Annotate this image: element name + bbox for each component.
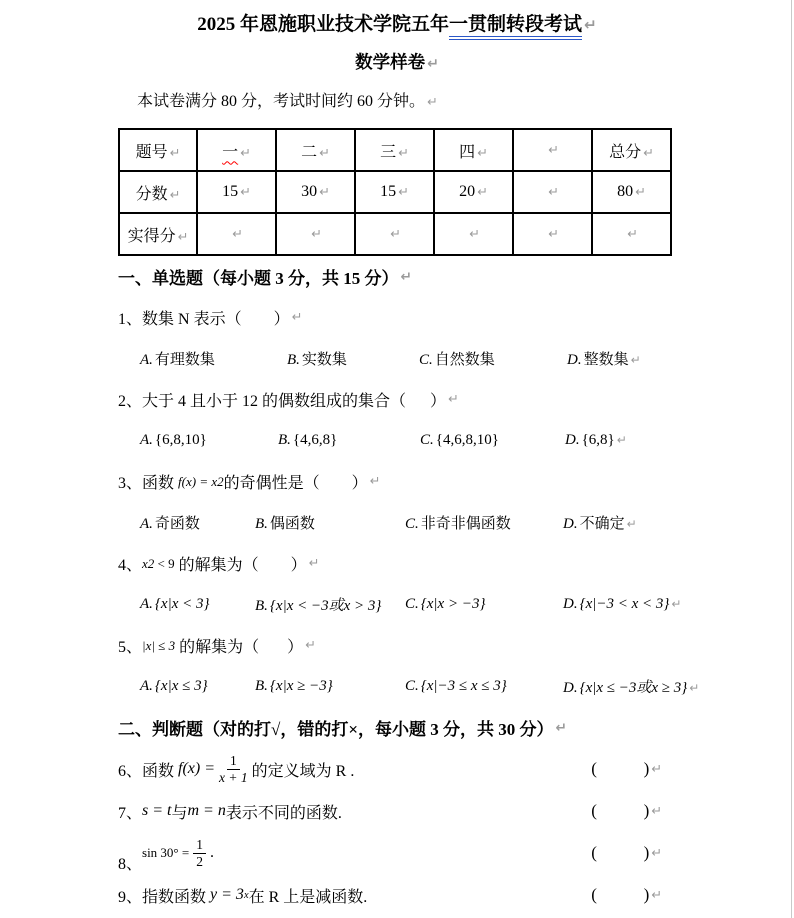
option-letter: B.	[287, 352, 300, 368]
question-6	[118, 748, 662, 790]
cell-row-header	[119, 171, 197, 213]
question-col-label: 三	[380, 143, 397, 161]
cell-earned	[197, 213, 276, 255]
option-a	[140, 512, 255, 533]
paragraph-mark-icon: ↵	[651, 845, 662, 861]
option-b	[255, 512, 405, 533]
cell-mark-icon: ↵	[169, 145, 181, 161]
cell-score	[276, 171, 355, 213]
option-letter: A.	[140, 352, 153, 368]
cell-mark-icon: ↵	[319, 185, 330, 200]
cell-earned	[513, 213, 592, 255]
cell-question-col	[355, 129, 434, 171]
option-text: {x|x ≥ −3}	[269, 678, 333, 694]
answer-close-paren: )	[643, 801, 650, 820]
option-a	[140, 432, 278, 449]
question-text: 与	[171, 804, 188, 822]
math-expression: sin 30° =	[142, 845, 190, 860]
option-letter: A.	[140, 678, 153, 694]
cell-score	[197, 171, 276, 213]
option-d	[567, 348, 794, 369]
paragraph-mark-icon: ↵	[626, 517, 637, 531]
cell-mark-icon: ↵	[643, 145, 654, 161]
math-expression: f(x) =	[178, 760, 216, 777]
paragraph-mark-icon: ↵	[427, 56, 439, 72]
question-number: 1、	[118, 311, 143, 328]
question-number: 6、	[118, 762, 143, 780]
exam-subtitle-text: 数学样卷	[355, 52, 426, 72]
question-3-options	[140, 502, 794, 543]
option-b	[287, 348, 419, 369]
option-text: {6,8,10}	[154, 432, 207, 448]
question-text: 数集 N 表示（ ）	[142, 311, 290, 328]
option-letter: A.	[140, 516, 153, 532]
option-letter: C.	[405, 596, 419, 612]
cell-mark-icon: ↵	[548, 143, 559, 158]
paragraph-mark-icon: ↵	[584, 16, 597, 34]
question-text: 的奇偶性是（ ）	[223, 475, 368, 492]
exam-intro-text: 本试卷满分 80 分，考试时间约 60 分钟。	[137, 93, 426, 110]
row-header-label: 分数	[135, 185, 168, 203]
table-row-earned	[119, 213, 671, 255]
exam-subtitle	[0, 48, 794, 78]
cell-mark-icon: ↵	[232, 227, 243, 242]
option-text: 奇函数	[154, 516, 200, 532]
answer-blank	[591, 885, 649, 905]
question-1	[118, 297, 794, 338]
fraction-numerator: 1	[193, 837, 206, 854]
question-number: 8、	[118, 855, 143, 873]
option-d	[563, 512, 794, 533]
fraction-denominator: x + 1	[219, 769, 248, 785]
section-2-heading	[118, 707, 794, 748]
answer-open-paren: (	[591, 801, 597, 820]
question-9	[118, 874, 662, 916]
cell-mark-icon: ↵	[548, 227, 559, 242]
section-2-heading-text: 二、判断题（对的打√，错的打×，每小题 3 分，共 30 分）	[118, 720, 554, 739]
section-1-heading	[118, 256, 794, 297]
question-text: 的解集为（ ）	[179, 639, 304, 656]
paragraph-mark-icon: ↵	[308, 556, 320, 571]
score-value: 20	[459, 183, 476, 200]
exam-title-underlined-text: 一贯制转段考试	[449, 14, 582, 40]
exam-title-text: 2025 年恩施职业技术学院五年	[197, 14, 449, 35]
option-letter: B.	[255, 516, 268, 532]
cell-mark-icon: ↵	[311, 227, 322, 242]
option-text: {4,6,8,10}	[435, 432, 499, 448]
math-superscript: x	[243, 889, 249, 901]
paragraph-mark-icon: ↵	[305, 638, 316, 653]
option-c	[405, 678, 563, 695]
option-b	[255, 594, 405, 615]
question-3	[118, 461, 794, 502]
paragraph-mark-icon: ↵	[291, 310, 303, 325]
option-b	[278, 432, 420, 449]
answer-open-paren: (	[591, 885, 597, 904]
option-text: 整数集	[583, 352, 629, 368]
question-2	[118, 379, 794, 420]
question-4-options	[140, 584, 794, 625]
cell-mark-icon: ↵	[390, 227, 401, 242]
paragraph-mark-icon: ↵	[651, 761, 662, 777]
question-text: 指数函数	[142, 888, 207, 906]
question-2-options	[140, 420, 794, 461]
paragraph-mark-icon: ↵	[448, 392, 459, 407]
paragraph-mark-icon: ↵	[689, 681, 700, 695]
option-letter: C.	[420, 432, 434, 448]
option-text: 自然数集	[434, 352, 495, 368]
question-number: 7、	[118, 804, 143, 822]
option-text: 偶函数	[269, 516, 315, 532]
option-text: {x|x < 3}	[154, 596, 210, 612]
score-value: 15	[380, 183, 397, 200]
answer-blank	[591, 759, 649, 779]
score-value: 15	[222, 183, 239, 200]
option-text: 实数集	[301, 352, 347, 368]
question-number: 4、	[118, 557, 143, 574]
math-expression: |x| ≤ 3	[142, 637, 176, 653]
option-b	[255, 678, 405, 695]
cell-question-col	[276, 129, 355, 171]
question-7	[118, 790, 662, 832]
cell-mark-icon: ↵	[177, 229, 189, 245]
answer-blank	[591, 843, 649, 863]
option-text: 有理数集	[154, 352, 215, 368]
cell-question-col	[197, 129, 276, 171]
option-letter: D.	[565, 432, 580, 448]
exam-title	[0, 0, 794, 40]
row-header-label: 实得分	[127, 227, 176, 245]
cell-mark-icon: ↵	[398, 145, 409, 161]
paragraph-mark-icon: ↵	[555, 719, 567, 736]
cell-mark-icon: ↵	[398, 185, 409, 200]
question-col-label: 二	[301, 143, 318, 161]
option-letter: C.	[419, 352, 433, 368]
math-expression: x	[142, 555, 148, 571]
option-a	[140, 678, 255, 695]
question-5	[118, 625, 794, 666]
option-c	[405, 512, 563, 533]
option-c	[419, 348, 567, 369]
option-letter: D.	[563, 680, 578, 696]
math-expression: y = 3	[210, 886, 244, 903]
question-col-label: 四	[459, 143, 476, 161]
question-col-label: 一	[222, 143, 239, 161]
option-a	[140, 348, 287, 369]
cell-earned	[434, 213, 513, 255]
cell-row-header	[119, 129, 197, 171]
option-letter: C.	[405, 678, 419, 694]
question-number: 2、	[118, 393, 143, 410]
fraction-numerator: 1	[227, 753, 240, 770]
option-text: {4,6,8}	[292, 432, 338, 448]
math-expression: f(x) = x	[178, 473, 218, 489]
cell-score	[513, 171, 592, 213]
option-letter: B.	[255, 678, 268, 694]
cell-mark-icon: ↵	[635, 185, 646, 200]
paragraph-mark-icon: ↵	[400, 268, 412, 285]
cell-score	[355, 171, 434, 213]
cell-score	[434, 171, 513, 213]
table-row-scores	[119, 171, 671, 213]
math-superscript: 2	[147, 555, 155, 571]
cell-mark-icon: ↵	[477, 145, 488, 161]
question-5-options	[140, 666, 794, 707]
exam-intro	[137, 88, 794, 117]
option-c	[405, 596, 563, 613]
row-header-label: 题号	[135, 143, 168, 161]
question-text: 函数	[142, 762, 175, 780]
page-right-edge	[791, 0, 792, 918]
question-text: 的解集为（ ）	[178, 557, 307, 574]
answer-close-paren: )	[643, 759, 650, 778]
answer-close-paren: )	[643, 885, 650, 904]
question-col-label: 总分	[609, 143, 642, 161]
cell-mark-icon: ↵	[169, 187, 181, 203]
paragraph-mark-icon: ↵	[671, 597, 682, 611]
question-number: 9、	[118, 888, 143, 906]
section-1-heading-text: 一、单选题（每小题 3 分，共 15 分）	[118, 269, 399, 288]
question-text: 函数	[142, 475, 175, 492]
math-fraction	[219, 753, 248, 785]
score-table	[118, 128, 672, 256]
option-text: {x|x ≤ −3或x ≥ 3}	[579, 680, 688, 696]
cell-question-col	[592, 129, 671, 171]
answer-blank	[591, 801, 649, 821]
option-a	[140, 596, 255, 613]
option-text: {6,8}	[581, 432, 615, 448]
paragraph-mark-icon: ↵	[427, 95, 438, 110]
paragraph-mark-icon: ↵	[616, 433, 627, 447]
question-number: 3、	[118, 475, 143, 492]
question-text: 的定义域为 R .	[251, 762, 355, 780]
cell-score	[592, 171, 671, 213]
cell-row-header	[119, 213, 197, 255]
option-letter: B.	[255, 598, 268, 614]
question-text: 大于 4 且小于 12 的偶数组成的集合（ ）	[142, 393, 447, 410]
math-expression: m = n	[187, 802, 226, 819]
table-row-question-numbers	[119, 129, 671, 171]
cell-earned	[592, 213, 671, 255]
option-text: {x|−3 < x < 3}	[579, 596, 670, 612]
cell-mark-icon: ↵	[548, 185, 559, 200]
cell-question-col	[434, 129, 513, 171]
option-text: {x|x > −3}	[420, 596, 486, 612]
question-text: 在 R 上是减函数.	[248, 888, 368, 906]
cell-mark-icon: ↵	[469, 227, 480, 242]
option-d	[565, 432, 794, 449]
cell-mark-icon: ↵	[319, 145, 330, 161]
option-text: 非奇非偶函数	[420, 516, 511, 532]
math-superscript: 2	[217, 473, 224, 489]
option-letter: A.	[140, 596, 153, 612]
paragraph-mark-icon: ↵	[651, 887, 662, 903]
question-text: 表示不同的函数.	[225, 804, 342, 822]
question-4	[118, 543, 794, 584]
answer-open-paren: (	[591, 759, 597, 778]
cell-mark-icon: ↵	[477, 185, 488, 200]
fraction-denominator: 2	[196, 853, 203, 869]
paragraph-mark-icon: ↵	[630, 353, 641, 367]
option-d	[563, 676, 794, 697]
cell-question-col	[513, 129, 592, 171]
paragraph-mark-icon: ↵	[369, 474, 381, 489]
score-value: 80	[617, 183, 634, 200]
math-expression: < 9	[154, 555, 175, 571]
option-d	[563, 596, 794, 613]
math-fraction	[193, 837, 206, 869]
option-letter: B.	[278, 432, 291, 448]
cell-mark-icon: ↵	[240, 145, 251, 161]
question-8	[118, 832, 662, 874]
option-letter: D.	[567, 352, 582, 368]
answer-close-paren: )	[643, 843, 650, 862]
cell-mark-icon: ↵	[240, 185, 251, 200]
question-text: .	[209, 844, 214, 861]
option-text: {x|−3 ≤ x ≤ 3}	[420, 678, 507, 694]
paragraph-mark-icon: ↵	[651, 803, 662, 819]
option-letter: A.	[140, 432, 153, 448]
option-c	[420, 432, 565, 449]
question-1-options	[140, 338, 794, 379]
cell-earned	[276, 213, 355, 255]
answer-open-paren: (	[591, 843, 597, 862]
math-expression: s = t	[142, 802, 172, 819]
cell-mark-icon: ↵	[627, 227, 638, 242]
option-letter: C.	[405, 516, 419, 532]
option-text: 不确定	[579, 516, 625, 532]
option-letter: D.	[563, 596, 578, 612]
score-value: 30	[301, 183, 318, 200]
question-number: 5、	[118, 639, 143, 656]
cell-earned	[355, 213, 434, 255]
option-text: {x|x ≤ 3}	[154, 678, 208, 694]
option-letter: D.	[563, 516, 578, 532]
option-text: {x|x < −3或x > 3}	[269, 598, 382, 614]
